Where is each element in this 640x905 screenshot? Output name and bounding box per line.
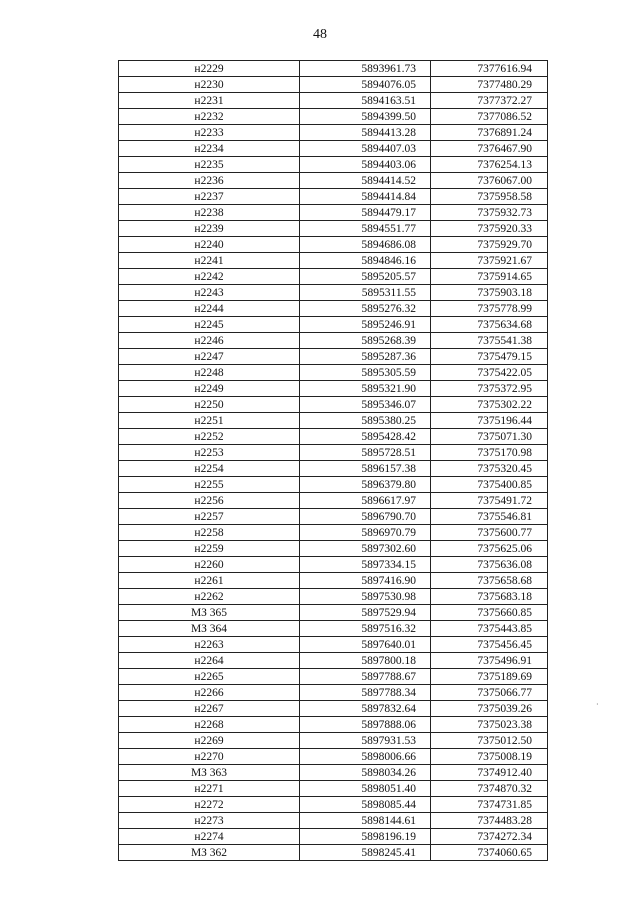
table-row [119,77,548,93]
table-row [119,445,548,461]
table-row [119,141,548,157]
x-coordinate-cell: 5897530.98 [300,589,431,605]
x-coordinate-cell: 5894407.03 [300,141,431,157]
page-number: 48 [313,27,327,42]
point-id-cell: н2247 [119,349,300,365]
table-row [119,781,548,797]
point-id-cell: н2236 [119,173,300,189]
point-id-cell: н2263 [119,637,300,653]
y-coordinate-cell: 7375422.05 [431,365,548,381]
table-row [119,253,548,269]
x-coordinate-cell: 5898245.41 [300,845,431,861]
y-coordinate-cell: 7375400.85 [431,477,548,493]
x-coordinate-cell: 5898085.44 [300,797,431,813]
point-id-cell: н2242 [119,269,300,285]
point-id-cell: н2271 [119,781,300,797]
table-row [119,269,548,285]
y-coordinate-cell: 7375958.58 [431,189,548,205]
point-id-cell: н2258 [119,525,300,541]
y-coordinate-cell: 7375600.77 [431,525,548,541]
point-id-cell: МЗ 365 [119,605,300,621]
table-row [119,429,548,445]
table-row [119,525,548,541]
x-coordinate-cell: 5895428.42 [300,429,431,445]
point-id-cell: н2233 [119,125,300,141]
x-coordinate-cell: 5894163.51 [300,93,431,109]
y-coordinate-cell: 7377086.52 [431,109,548,125]
point-id-cell: н2262 [119,589,300,605]
point-id-cell: н2241 [119,253,300,269]
table-row [119,477,548,493]
point-id-cell: н2255 [119,477,300,493]
point-id-cell: н2248 [119,365,300,381]
point-id-cell: н2229 [119,61,300,77]
coordinates-table-body [119,61,548,861]
point-id-cell: н2266 [119,685,300,701]
x-coordinate-cell: 5896617.97 [300,493,431,509]
x-coordinate-cell: 5893961.73 [300,61,431,77]
x-coordinate-cell: 5894686.08 [300,237,431,253]
y-coordinate-cell: 7375546.81 [431,509,548,525]
point-id-cell: н2259 [119,541,300,557]
table-row [119,125,548,141]
x-coordinate-cell: 5897788.67 [300,669,431,685]
table-row [119,157,548,173]
table-row [119,189,548,205]
point-id-cell: н2239 [119,221,300,237]
table-row [119,845,548,861]
point-id-cell: н2252 [119,429,300,445]
x-coordinate-cell: 5894403.06 [300,157,431,173]
table-row [119,573,548,589]
point-id-cell: МЗ 363 [119,765,300,781]
x-coordinate-cell: 5895276.32 [300,301,431,317]
y-coordinate-cell: 7376067.00 [431,173,548,189]
x-coordinate-cell: 5894414.84 [300,189,431,205]
y-coordinate-cell: 7374912.40 [431,765,548,781]
y-coordinate-cell: 7375039.26 [431,701,548,717]
table-row [119,717,548,733]
x-coordinate-cell: 5895380.25 [300,413,431,429]
point-id-cell: н2260 [119,557,300,573]
x-coordinate-cell: 5895305.59 [300,365,431,381]
y-coordinate-cell: 7375778.99 [431,301,548,317]
y-coordinate-cell: 7375491.72 [431,493,548,509]
x-coordinate-cell: 5898196.19 [300,829,431,845]
y-coordinate-cell: 7375914.65 [431,269,548,285]
point-id-cell: н2253 [119,445,300,461]
point-id-cell: МЗ 362 [119,845,300,861]
point-id-cell: н2269 [119,733,300,749]
y-coordinate-cell: 7376467.90 [431,141,548,157]
point-id-cell: н2251 [119,413,300,429]
y-coordinate-cell: 7375903.18 [431,285,548,301]
y-coordinate-cell: 7375658.68 [431,573,548,589]
point-id-cell: н2245 [119,317,300,333]
table-row [119,701,548,717]
x-coordinate-cell: 5897931.53 [300,733,431,749]
point-id-cell: н2231 [119,93,300,109]
x-coordinate-cell: 5896379.80 [300,477,431,493]
y-coordinate-cell: 7375634.68 [431,317,548,333]
x-coordinate-cell: 5897832.64 [300,701,431,717]
table-row [119,93,548,109]
table-row [119,733,548,749]
point-id-cell: н2274 [119,829,300,845]
point-id-cell: н2246 [119,333,300,349]
table-row [119,797,548,813]
table-row [119,589,548,605]
table-row [119,221,548,237]
table-row [119,413,548,429]
y-coordinate-cell: 7375496.91 [431,653,548,669]
x-coordinate-cell: 5898144.61 [300,813,431,829]
point-id-cell: н2254 [119,461,300,477]
point-id-cell: МЗ 364 [119,621,300,637]
table-row [119,381,548,397]
x-coordinate-cell: 5897302.60 [300,541,431,557]
table-row [119,493,548,509]
x-coordinate-cell: 5897334.15 [300,557,431,573]
x-coordinate-cell: 5894414.52 [300,173,431,189]
point-id-cell: н2270 [119,749,300,765]
table-row [119,237,548,253]
x-coordinate-cell: 5894479.17 [300,205,431,221]
table-row [119,813,548,829]
point-id-cell: н2237 [119,189,300,205]
y-coordinate-cell: 7374731.85 [431,797,548,813]
y-coordinate-cell: 7377480.29 [431,77,548,93]
y-coordinate-cell: 7375372.95 [431,381,548,397]
point-id-cell: н2265 [119,669,300,685]
table-row [119,509,548,525]
y-coordinate-cell: 7374060.65 [431,845,548,861]
x-coordinate-cell: 5897888.06 [300,717,431,733]
table-row [119,829,548,845]
y-coordinate-cell: 7375012.50 [431,733,548,749]
x-coordinate-cell: 5895346.07 [300,397,431,413]
x-coordinate-cell: 5895728.51 [300,445,431,461]
y-coordinate-cell: 7375196.44 [431,413,548,429]
y-coordinate-cell: 7375302.22 [431,397,548,413]
x-coordinate-cell: 5897800.18 [300,653,431,669]
x-coordinate-cell: 5898006.66 [300,749,431,765]
x-coordinate-cell: 5896157.38 [300,461,431,477]
y-coordinate-cell: 7375683.18 [431,589,548,605]
point-id-cell: н2243 [119,285,300,301]
x-coordinate-cell: 5897416.90 [300,573,431,589]
table-row [119,541,548,557]
table-row [119,333,548,349]
x-coordinate-cell: 5897529.94 [300,605,431,621]
table-row [119,621,548,637]
x-coordinate-cell: 5897516.32 [300,621,431,637]
y-coordinate-cell: 7375660.85 [431,605,548,621]
x-coordinate-cell: 5895287.36 [300,349,431,365]
table-row [119,461,548,477]
y-coordinate-cell: 7375008.19 [431,749,548,765]
point-id-cell: н2249 [119,381,300,397]
x-coordinate-cell: 5894399.50 [300,109,431,125]
point-id-cell: н2264 [119,653,300,669]
table-row [119,173,548,189]
point-id-cell: н2234 [119,141,300,157]
point-id-cell: н2235 [119,157,300,173]
point-id-cell: н2256 [119,493,300,509]
x-coordinate-cell: 5895205.57 [300,269,431,285]
point-id-cell: н2250 [119,397,300,413]
table-row [119,317,548,333]
y-coordinate-cell: 7374272.34 [431,829,548,845]
x-coordinate-cell: 5895311.55 [300,285,431,301]
y-coordinate-cell: 7375023.38 [431,717,548,733]
point-id-cell: н2272 [119,797,300,813]
table-row [119,205,548,221]
x-coordinate-cell: 5894846.16 [300,253,431,269]
y-coordinate-cell: 7375320.45 [431,461,548,477]
y-coordinate-cell: 7375929.70 [431,237,548,253]
table-row [119,685,548,701]
x-coordinate-cell: 5894551.77 [300,221,431,237]
y-coordinate-cell: 7376891.24 [431,125,548,141]
table-row [119,365,548,381]
point-id-cell: н2238 [119,205,300,221]
table-row [119,669,548,685]
x-coordinate-cell: 5894076.05 [300,77,431,93]
table-row [119,557,548,573]
point-id-cell: н2257 [119,509,300,525]
y-coordinate-cell: 7375541.38 [431,333,548,349]
point-id-cell: н2261 [119,573,300,589]
y-coordinate-cell: 7376254.13 [431,157,548,173]
x-coordinate-cell: 5895321.90 [300,381,431,397]
point-id-cell: н2232 [119,109,300,125]
scan-speck: · [596,700,599,709]
point-id-cell: н2268 [119,717,300,733]
table-row [119,605,548,621]
y-coordinate-cell: 7375636.08 [431,557,548,573]
table-row [119,109,548,125]
y-coordinate-cell: 7375932.73 [431,205,548,221]
y-coordinate-cell: 7375625.06 [431,541,548,557]
x-coordinate-cell: 5897788.34 [300,685,431,701]
table-row [119,397,548,413]
x-coordinate-cell: 5895268.39 [300,333,431,349]
point-id-cell: н2244 [119,301,300,317]
table-row [119,749,548,765]
x-coordinate-cell: 5898034.26 [300,765,431,781]
coordinates-table [118,60,548,861]
table-row [119,285,548,301]
table-row [119,301,548,317]
y-coordinate-cell: 7375066.77 [431,685,548,701]
x-coordinate-cell: 5895246.91 [300,317,431,333]
point-id-cell: н2240 [119,237,300,253]
y-coordinate-cell: 7377616.94 [431,61,548,77]
table-row [119,61,548,77]
y-coordinate-cell: 7375479.15 [431,349,548,365]
table-row [119,349,548,365]
x-coordinate-cell: 5896790.70 [300,509,431,525]
point-id-cell: н2230 [119,77,300,93]
y-coordinate-cell: 7375456.45 [431,637,548,653]
y-coordinate-cell: 7375170.98 [431,445,548,461]
y-coordinate-cell: 7375920.33 [431,221,548,237]
table-row [119,637,548,653]
table-row [119,653,548,669]
y-coordinate-cell: 7374870.32 [431,781,548,797]
x-coordinate-cell: 5894413.28 [300,125,431,141]
x-coordinate-cell: 5897640.01 [300,637,431,653]
y-coordinate-cell: 7374483.28 [431,813,548,829]
y-coordinate-cell: 7377372.27 [431,93,548,109]
x-coordinate-cell: 5896970.79 [300,525,431,541]
point-id-cell: н2267 [119,701,300,717]
y-coordinate-cell: 7375443.85 [431,621,548,637]
y-coordinate-cell: 7375189.69 [431,669,548,685]
point-id-cell: н2273 [119,813,300,829]
x-coordinate-cell: 5898051.40 [300,781,431,797]
y-coordinate-cell: 7375071.30 [431,429,548,445]
table-row [119,765,548,781]
y-coordinate-cell: 7375921.67 [431,253,548,269]
